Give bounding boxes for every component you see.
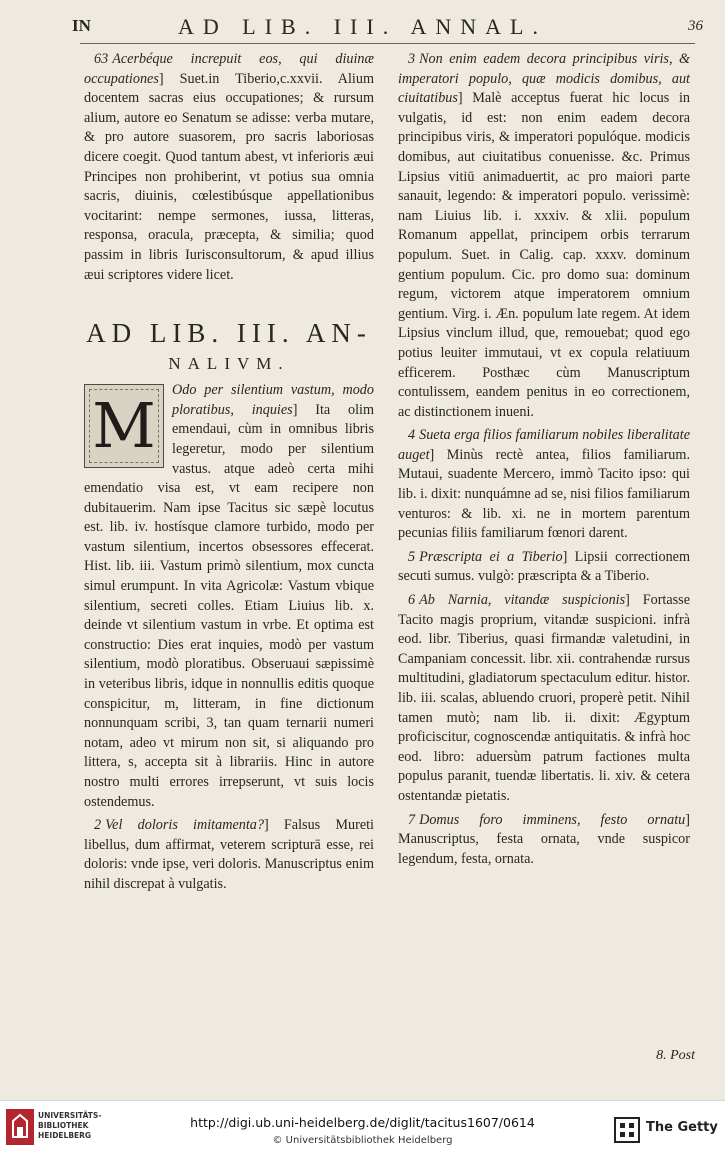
note-text: ] Suet.in Tiberio,c.xxvii. Alium docentem sacras eius occupationes; & rursum alium, autore eo Senatum se adisse: verba mutare, & pro autore suasorem, pro sacris laboriosas dicere coegit. Quod tantum abest, vt inferioris æui Principes non prohiberint, vt potius sua omnia sacris, diuinis, cœlestibúsque appellationibus vocitarint: nempe sermones, iussa, litteras, responsa, oracula, præcepta, & similia; quod passim in libris Iurisconsultorum, & apud illius æui scriptores videre licet.	[84, 70, 374, 283]
decorated-initial	[84, 384, 164, 468]
note-lemma: Odo per silentium vastum, modo ploratibus, inquies	[172, 382, 374, 418]
note-lemma: Vel doloris imitamenta?	[105, 817, 264, 834]
note-text: ] Falsus Mureti libellus, dum affirmat, veterem scripturā esse, rei doloris: vnde ipse, veri doloris. Manuscriptus enim nihil discrepat à vulgatis.	[84, 817, 374, 892]
note-lemma: Acerbéque increpuit eos, qui diuinæ occupationes	[84, 51, 374, 87]
note-number: 2	[94, 817, 102, 834]
note-63	[84, 50, 374, 285]
library-name-line: HEIDELBERG	[38, 1131, 92, 1140]
note-1	[84, 381, 374, 812]
head-rule	[80, 43, 695, 44]
note-7	[398, 811, 690, 870]
note-text: ] Minùs rectè antea, filios familiarum. Mutaui, suadente Mercero, immò Tacito ipso: qui lib. i. dixit: nunquámne ad se, nisi filios familiarum venturos: & lib. xi. ne in mortem parentum pecunias filiis familiarum fœnori darent.	[398, 446, 690, 542]
section-heading	[84, 315, 374, 377]
note-text: ] Fortasse Tacito magis proprium, vitandæ suspicioni. infrà eod. libr. Tiberius, quasi firmandæ valetudini, in Campaniam concessit. libr. xii. contrahendæ rursus multitudini, gladiatorum spectaculum editur. histor. lib. iii. scalas, abluendo cruori, properè petit. Nihil tamen mutò; nam lib. ii. dixit: Ægyptum proficiscitur, cognoscendæ antiquitatis. & infrà hoc eod. libro: aduersùm patrum factiones multa populus paranit, tuendæ libertatis. li. xiv. & cetera ostentandæ pietatis.	[398, 592, 690, 804]
library-name-line: BIBLIOTHEK	[38, 1121, 89, 1130]
note-3	[398, 50, 690, 422]
left-column	[84, 50, 374, 899]
note-lemma: Non enim eadem decora principibus viris, & imperatori populo, quæ modicis domibus, aut ciuitatibus	[398, 51, 690, 107]
note-2	[84, 816, 374, 894]
note-4	[398, 426, 690, 544]
library-name-line: UNIVERSITÄTS-	[38, 1111, 102, 1120]
section-heading-line-1: AD LIB. III. AN-	[86, 318, 372, 349]
note-lemma: Sueta erga filios familiarum nobiles liberalitate auget	[398, 427, 690, 463]
note-5	[398, 548, 690, 587]
note-6	[398, 591, 690, 807]
running-head	[0, 14, 725, 44]
note-text: ] Lipsii correctionem secuti sumus. vulgò: præscripta & a Tiberio.	[398, 548, 690, 585]
note-lemma: Ab Narnia, vitandæ suspicionis	[419, 592, 626, 609]
note-text: ] Manuscriptus, festa ornata, vnde suspicor legendum, festa, ornata.	[398, 811, 690, 867]
note-number: 5	[408, 548, 416, 565]
note-number: 7	[408, 811, 416, 828]
partner-name[interactable]: The Getty	[646, 1120, 718, 1135]
getty-logo-icon[interactable]	[614, 1117, 640, 1143]
viewer-footer	[0, 1100, 725, 1158]
copyright-notice: © Universitätsbibliothek Heidelberg	[272, 1135, 453, 1146]
catchword: 8. Post	[656, 1048, 695, 1063]
note-number: 6	[408, 592, 416, 609]
note-number: 4	[408, 427, 416, 444]
initial-letter: M	[92, 389, 156, 463]
permalink-url[interactable]: http://digi.ub.uni-heidelberg.de/diglit/tacitus1607/0614	[190, 1115, 535, 1130]
note-number: 3	[408, 51, 416, 67]
running-title: AD LIB. III. ANNAL.	[178, 14, 547, 39]
note-text: ] Malè acceptus fuerat hic locus in vulgatis, id est: non enim eadem decora principibus viris, & imperatori populóque. modicis domibus, aut ciuitatibus conuenisse. &c. Primus Lipsius vitiū animaduertit, ac pro maiori parte sanauit, legendo: & imperatori populo. verissimè: nam Liuius lib. i. xxxiv. & xlii. populum Romanum appellat, principem orbis terrarum populum. Suet. in Calig. cap. xxxv. dominum gentium populum. Cic. pro domo sua: dominum regum, victorem atque imperatorem omnium gentium. Virg. i. Æn. populum late regem. At idem Lipsius vinclum illud, que, remouebat; quod ego potius leuiter immutaui, vt ex copula relatiuum efficerem. Posthæc cùm Manuscriptum contulissem, eandem penitus in eo correctionem, ac distinctionem inueni.	[398, 90, 690, 420]
note-text: ] Ita olim emendaui, cùm in omnibus libris legeretur, modo per silentium vastus. atque adeò certa mihi emendatio visa est, vt eam recipere non dubitauerim. Nam ipse Tacitus sic sæpè locutus est. lib. iv. hostísque clamore turbido, modo per vastum silentium, incertos obsessores effecerat. Hist. lib. iii. Vastum primò silentium, mox cuncta simul erumpunt. In vita Agricolæ: Vastum vbique silentium, secreti colles. Etiam Liuius lib. x. deinde vt silentium vastum in vrbe. Et optima est constructio: Dies erat inquies, modò per vastum silentium, modò ploratibus. Obseruaui sæpissimè in veteribus libris, idque in nonnullis editis quoque conspicitur, m, litteram, in fine dictionum nonnunquam scribi, 3, tan quam ternarii numeri notam, adeo vt mirum non sit, si aliquando pro littera, s, accepta sit à librariis. Hinc in autore nostro multi errores irrepserunt, vt suis locis ostendemus.	[84, 401, 375, 810]
note-number: 63	[94, 51, 109, 67]
note-lemma: Domus foro imminens, festo ornatu	[419, 811, 686, 828]
folio-mark-left: IN	[72, 16, 91, 35]
section-heading-line-2: NALIVM.	[168, 354, 290, 374]
page-number: 36	[688, 18, 703, 34]
right-column	[398, 50, 690, 873]
note-lemma: Præscripta ei a Tiberio	[419, 548, 563, 565]
